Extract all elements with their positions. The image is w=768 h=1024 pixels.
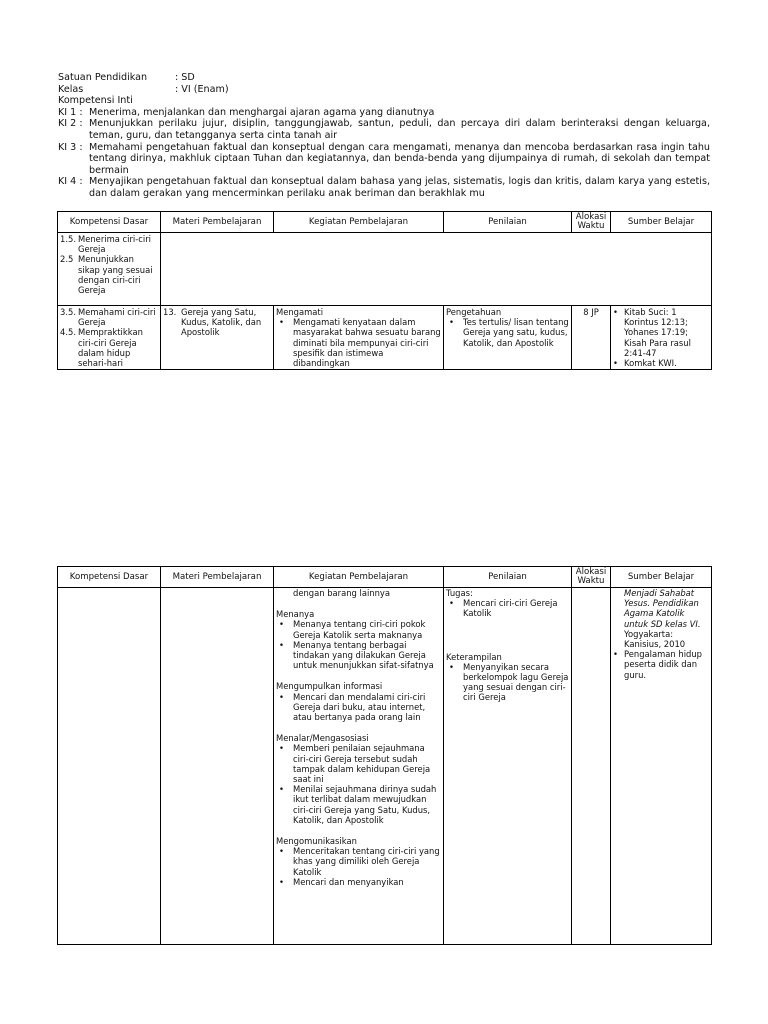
penilaian-heading: Tugas: [446, 588, 473, 598]
kegiatan-cell [274, 306, 444, 370]
col-alokasi-waktu: Alokasi Waktu [572, 567, 611, 588]
penilaian-item: • Menyanyikan secara berkelompok lagu Gereja yang sesuai dengan ciri-ciri Gereja [446, 662, 569, 703]
ki-text: Menerima, menjalankan dan menghargai ajaran agama yang dianutnya [89, 106, 435, 118]
table-header-row [58, 212, 712, 233]
table-row [58, 588, 712, 945]
sumber-item: • Pengalaman hidup peserta didik dan guru. [613, 649, 709, 680]
col-sumber-belajar: Sumber Belajar [611, 212, 712, 233]
ki-2 [58, 118, 710, 141]
satuan-value: : SD [175, 72, 195, 83]
kegiatan-item: • Mencari dan menyanyikan [276, 877, 441, 887]
satuan-pendidikan-line [58, 72, 710, 84]
materi-cell [161, 588, 274, 945]
kegiatan-item: • Menanya tentang berbagai tindakan yang dilakukan Gereja untuk menunjukkan sifat-sifatnya [276, 640, 441, 671]
col-kompetensi-dasar: Kompetensi Dasar [58, 567, 161, 588]
empty-span-cell [161, 233, 712, 306]
table-row [58, 233, 712, 306]
syllabus-table-2 [57, 566, 712, 945]
table-row [58, 306, 712, 370]
penilaian-heading: Pengetahuan [446, 307, 502, 317]
col-penilaian: Penilaian [444, 212, 572, 233]
sumber-book-publisher: Yogyakarta: Kanisius, 2010 [624, 628, 686, 650]
col-materi-pembelajaran: Materi Pembelajaran [161, 567, 274, 588]
satuan-label: Satuan Pendidikan [58, 72, 148, 83]
kd-cell [58, 588, 161, 945]
ki-1 [58, 107, 710, 119]
col-kompetensi-dasar: Kompetensi Dasar [58, 212, 161, 233]
kegiatan-item: • Menanya tentang ciri-ciri pokok Gereja Katolik serta maknanya [276, 619, 441, 639]
kegiatan-item: • Menilai sejauhmana dirinya sudah ikut terlibat dalam mewujudkan ciri-ciri Gereja yang Satu, Kudus, Katolik, dan Apostolik [276, 784, 441, 825]
kelas-value: : VI (Enam) [175, 83, 229, 95]
materi-cell [161, 306, 274, 370]
ki-text: Menunjukkan perilaku jujur, disiplin, tanggungjawab, santun, peduli, dan percaya diri dalam berinteraksi dengan keluarga, teman, guru, dan tetangganya serta cinta tanah air [89, 118, 710, 141]
alokasi-value: 8 JP [583, 307, 599, 317]
penilaian-item: • Mencari ciri-ciri Gereja Katolik [446, 598, 569, 618]
kd-item: 3.5. Memahami ciri-ciri Gereja [60, 307, 156, 328]
materi-item: 13. Gereja yang Satu, Kudus, Katolik, dan Apostolik [163, 307, 262, 338]
kegiatan-item: • Menceritakan tentang ciri-ciri yang khas yang dimiliki oleh Gereja Katolik [276, 846, 441, 877]
col-alokasi-waktu: Alokasi Waktu [572, 212, 611, 233]
table-header-row [58, 567, 712, 588]
penilaian-cell [444, 306, 572, 370]
kd-item: 2.5 Menunjukkan sikap yang sesuai dengan ciri-ciri Gereja [60, 254, 153, 296]
ki-3 [58, 142, 710, 177]
kelas-label: Kelas [58, 83, 84, 95]
syllabus-table-1 [57, 211, 712, 370]
sumber-cell [611, 306, 712, 370]
kegiatan-heading: Mengumpulkan informasi [276, 681, 383, 692]
kegiatan-cell [274, 588, 444, 945]
ki-label: KI 3 : [58, 141, 83, 153]
sumber-book-title: Menjadi Sahabat Yesus. Pendidikan Agama Katolik untuk SD kelas VI. [624, 588, 701, 629]
kegiatan-item: • Mencari dan mendalami ciri-ciri Gereja dari buku, atau internet, atau bertanya pada orang lain [276, 692, 441, 723]
sumber-item: • Kitab Suci: 1 Korintus 12:13; Yohanes 17:19; Kisah Para rasul 2:41-47 [613, 307, 709, 358]
alokasi-cell [572, 588, 611, 945]
penilaian-item: • Tes tertulis/ lisan tentang Gereja yang satu, kudus, Katolik, dan Apostolik [446, 317, 569, 348]
kegiatan-heading: Menanya [276, 609, 315, 620]
alokasi-cell [572, 306, 611, 370]
ki-text: Memahami pengetahuan faktual dan konseptual dengan cara mengamati, menanya dan mencoba berdasarkan rasa ingin tahu tentang dirinya, makhluk ciptaan Tuhan dan kegiatannya, dan benda-benda yang dijumpainya di rumah, di sekolah dan tempat bermain [89, 141, 710, 176]
kegiatan-item: • Mengamati kenyataan dalam masyarakat bahwa sesuatu barang diminati bila mempunyai ciri-ciri spesifik dan istimewa dibandingkan [276, 317, 441, 368]
document-header [58, 72, 710, 200]
penilaian-heading: Keterampilan [446, 651, 502, 662]
col-sumber-belajar: Sumber Belajar [611, 567, 712, 588]
ki-label: KI 4 : [58, 176, 83, 188]
ki-label: KI 2 : [58, 118, 83, 130]
kompetensi-inti-heading: Kompetensi Inti [58, 95, 133, 107]
sumber-book [613, 588, 709, 649]
col-kegiatan-pembelajaran: Kegiatan Pembelajaran [274, 212, 444, 233]
kegiatan-item: • Memberi penilaian sejauhmana ciri-ciri Gereja tersebut sudah tampak dalam kehidupan Gereja saat ini [276, 743, 441, 784]
col-penilaian: Penilaian [444, 567, 572, 588]
ki-text: Menyajikan pengetahuan faktual dan konseptual dalam bahasa yang jelas, sistematis, logis dan kritis, dalam karya yang estetis, dan dalam gerakan yang mencerminkan perilaku anak beriman dan berakhlak mu [89, 176, 710, 199]
kegiatan-heading: Mengomunikasikan [276, 836, 357, 847]
kd-item: 1.5. Menerima ciri-ciri Gereja [60, 234, 151, 255]
kegiatan-continued: dengan barang lainnya [293, 588, 390, 598]
ki-4 [58, 176, 710, 199]
kegiatan-heading: Mengamati [276, 307, 324, 317]
kd-cell [58, 306, 161, 370]
kelas-line [58, 84, 710, 96]
sumber-item: • Komkat KWI. [613, 358, 709, 368]
col-kegiatan-pembelajaran: Kegiatan Pembelajaran [274, 567, 444, 588]
kd-cell [58, 233, 161, 306]
kegiatan-heading: Menalar/Mengasosiasi [276, 733, 369, 744]
kd-item: 4.5. Mempraktikkan ciri-ciri Gereja dalam hidup sehari-hari [60, 327, 143, 369]
col-materi-pembelajaran: Materi Pembelajaran [161, 212, 274, 233]
ki-label: KI 1 : [58, 106, 83, 118]
penilaian-cell [444, 588, 572, 945]
sumber-cell [611, 588, 712, 945]
